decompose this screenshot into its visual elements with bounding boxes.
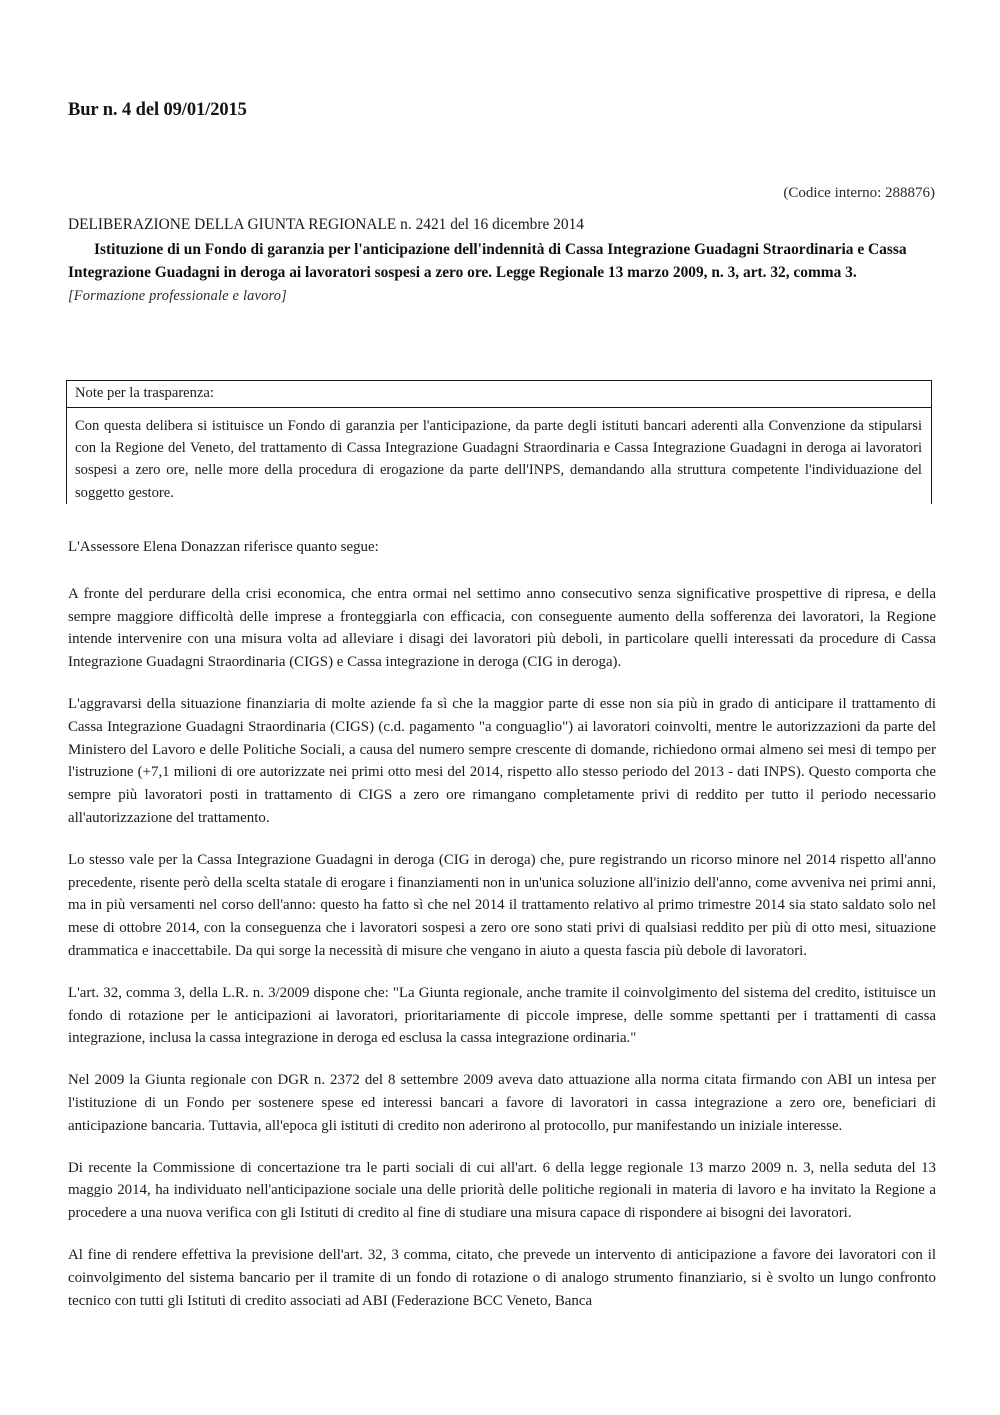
title-block [68,214,936,305]
paragraph: A fronte del perdurare della crisi economica, che entra ormai nel settimo anno consecutivo senza significative prospettive di ripresa, e della sempre maggiore difficoltà delle imprese a fronteggiarla con efficacia, con conseguente aumento della sofferenza dei lavoratori, la Regione intende intervenire con una misura volta ad alleviare i disagi dei lavoratori più deboli, in particolare quelli interessati da procedure di Cassa Integrazione Guadagni Straordinaria (CIGS) e Cassa integrazione in deroga (CIG in deroga). [68,585,936,671]
paragraph: Al fine di rendere effettiva la previsione dell'art. 32, 3 comma, citato, che prevede un intervento di anticipazione a favore dei lavoratori con il coinvolgimento del sistema bancario per il tramite di un fondo di rotazione o di analogo strumento finanziario, si è svolto un lungo confronto tecnico con tutti gli Istituti di credito associati ad ABI (Federazione BCC Veneto, Banca [68,1246,936,1309]
subject-tag: [Formazione professionale e lavoro] [68,287,287,304]
document-body [68,536,936,1312]
paragraph: L'Assessore Elena Donazzan riferisce quanto segue: [68,539,379,555]
paragraph: Di recente la Commissione di concertazione tra le parti sociali di cui all'art. 6 della legge regionale 13 marzo 2009 n. 3, nella seduta del 13 maggio 2014, ha individuato nell'anticipazione sociale una delle priorità delle politiche regionali in materia di lavoro e ha invitato la Regione a procedere a una nuova verifica con gli Istituti di credito al fine di studiare una misura capace di rispondere ai bisogni dei lavoratori. [68,1159,936,1222]
paragraph: L'aggravarsi della situazione finanziaria di molte aziende fa sì che la maggior parte di esse non sia più in grado di anticipare il trattamento di Cassa Integrazione Guadagni Straordinaria (CIGS) (c.d. pagamento "a conguaglio") ai lavoratori coinvolti, mentre le autorizzazioni da parte del Ministero del Lavoro e delle Politiche Sociali, a causa del numero sempre crescente di domande, richiedono ormai almeno sei mesi di tempo per l'istruzione (+7,1 milioni di ore autorizzate nei primi otto mesi del 2014, rispetto allo stesso periodo del 2013 - dati INPS). Questo comporta che sempre più lavoratori posti in trattamento di CIGS a zero ore rimangano completamente privi di reddito per tutto il periodo necessario all'autorizzazione del trattamento. [68,695,936,826]
paragraph: Lo stesso vale per la Cassa Integrazione Guadagni in deroga (CIG in deroga) che, pure registrando un ricorso minore nel 2014 rispetto all'anno precedente, risente però della scelta statale di erogare i finanziamenti non in un'unica soluzione all'inizio dell'anno, come avveniva nei primi anni, ma in più versamenti nel corso dell'anno: questo ha fatto sì che nel 2014 il trattamento relativo al primo trimestre 2014 sia stato saldato solo nel mese di ottobre 2014, con la conseguenza che i lavoratori sospesi a zero ore sono stati privi di qualsiasi reddito per più di otto mesi, situazione drammatica e inaccettabile. Da qui sorge la necessità di misure che vengano in aiuto a questa fascia più debole di lavoratori. [68,851,936,959]
transparency-note-heading: Note per la trasparenza: [67,381,931,408]
transparency-note-body: Con questa delibera si istituisce un Fondo di garanzia per l'anticipazione, da parte degli istituti bancari aderenti alla Convenzione da stipularsi con la Regione del Veneto, del trattamento di Cassa Integrazione Guadagni Straordinaria e Cassa Integrazione Guadagni in deroga ai lavoratori sospesi a zero ore, nelle more della procedura di erogazione da parte dell'INPS, demandando alla struttura competente l'individuazione del soggetto gestore. [75,418,922,501]
paragraph: L'art. 32, comma 3, della L.R. n. 3/2009 dispone che: "La Giunta regionale, anche tramite il coinvolgimento del sistema del credito, istituisce un fondo di rotazione per le anticipazioni ai lavoratori, prioritariamente di piccole imprese, delle somme spettanti per i trattamenti di cassa integrazione, inclusa la cassa integrazione in deroga ed esclusa la cassa integrazione ordinaria." [68,984,936,1047]
paragraph: Nel 2009 la Giunta regionale con DGR n. 2372 del 8 settembre 2009 aveva dato attuazione alla norma citata firmando con ABI un intesa per l'istituzione di un Fondo per sostenere spese ed interessi bancari a favore di lavoratori in cassa integrazione a zero ore, beneficiari di anticipazione bancaria. Tuttavia, all'epoca gli istituti di credito non aderirono al protocollo, pur manifestando un iniziale interesse. [68,1072,936,1134]
deliberation-reference: DELIBERAZIONE DELLA GIUNTA REGIONALE n. 2421 del 16 dicembre 2014 [68,216,584,233]
internal-code: (Codice interno: 288876) [783,185,935,201]
bulletin-header: Bur n. 4 del 09/01/2015 [68,100,247,120]
page-title: Istituzione di un Fondo di garanzia per l'anticipazione dell'indennità di Cassa Integrazione Guadagni Straordinaria e Cassa Integrazione Guadagni in deroga ai lavoratori sospesi a zero ore. Legge Regionale 13 marzo 2009, n. 3, art. 32, comma 3. [68,241,907,282]
transparency-note-box [66,380,932,504]
